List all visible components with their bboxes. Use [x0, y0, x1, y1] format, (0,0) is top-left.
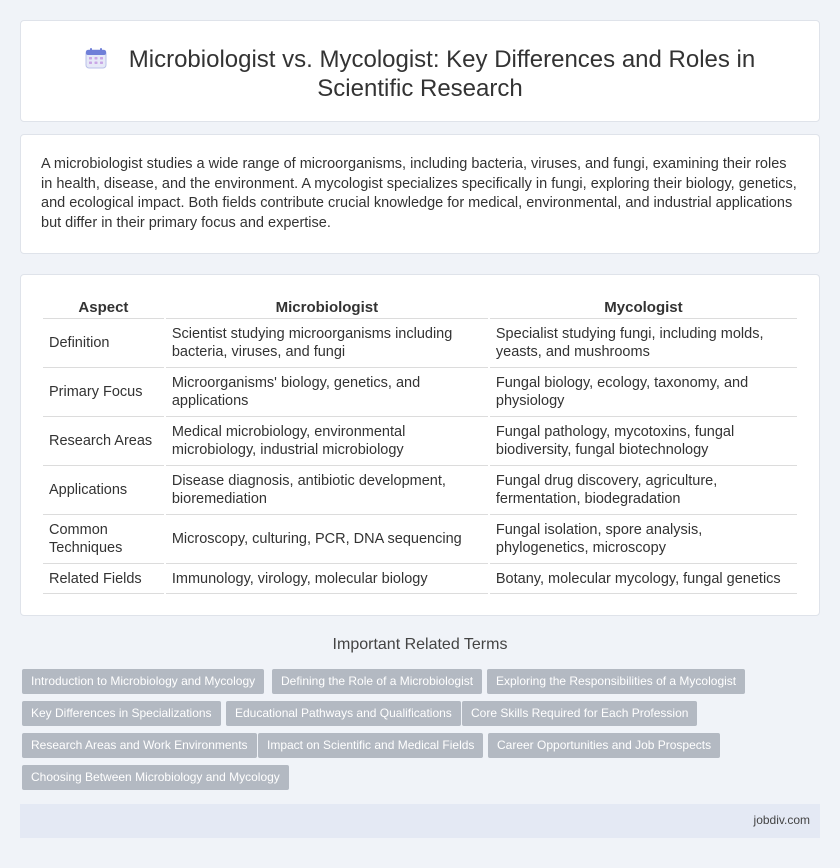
related-term-tag[interactable]: Research Areas and Work Environments [22, 733, 257, 758]
row-microbiologist: Microscopy, culturing, PCR, DNA sequencing [166, 515, 488, 564]
related-term-tag[interactable]: Key Differences in Specializations [22, 701, 221, 726]
row-aspect: Common Techniques [43, 515, 164, 564]
footer [20, 804, 820, 838]
table-header-row [43, 295, 797, 319]
row-mycologist: Specialist studying fungi, including molds, yeasts, and mushrooms [490, 319, 797, 368]
table-row [43, 564, 797, 594]
row-mycologist: Fungal biology, ecology, taxonomy, and physiology [490, 368, 797, 417]
row-microbiologist: Scientist studying microorganisms including bacteria, viruses, and fungi [166, 319, 488, 368]
page-title [81, 45, 759, 103]
intro-card [20, 134, 820, 254]
row-microbiologist: Medical microbiology, environmental microbiology, industrial microbiology [166, 417, 488, 466]
row-microbiologist: Disease diagnosis, antibiotic development, bioremediation [166, 466, 488, 515]
title-line-2: Scientific Research [317, 75, 523, 102]
related-term-tag[interactable]: Impact on Scientific and Medical Fields [258, 733, 483, 758]
header-mycologist: Mycologist [490, 295, 797, 319]
related-terms-title: Important Related Terms [332, 636, 508, 653]
row-microbiologist: Microorganisms' biology, genetics, and applications [166, 368, 488, 417]
header-aspect: Aspect [43, 295, 164, 319]
related-term-tag[interactable]: Introduction to Microbiology and Mycology [22, 669, 264, 694]
row-aspect: Definition [43, 319, 164, 368]
related-term-tag[interactable]: Exploring the Responsibilities of a Mycologist [487, 669, 745, 694]
row-mycologist: Fungal pathology, mycotoxins, fungal biodiversity, fungal biotechnology [490, 417, 797, 466]
related-term-tag[interactable]: Choosing Between Microbiology and Mycology [22, 765, 289, 790]
row-microbiologist: Immunology, virology, molecular biology [166, 564, 488, 594]
table-row [43, 368, 797, 417]
header-microbiologist: Microbiologist [166, 295, 488, 319]
intro-text: A microbiologist studies a wide range of microorganisms, including bacteria, viruses, and fungi, examining their roles in health, disease, and the environment. A mycologist specializes specifically in fungi, exploring their biology, genetics, and ecological impact. Both fields contribute crucial knowledge for medical, environmental, and industrial applications but differ in their primary focus and expertise. [41, 156, 797, 231]
row-mycologist: Fungal drug discovery, agriculture, fermentation, biodegradation [490, 466, 797, 515]
comparison-card [20, 274, 820, 616]
row-mycologist: Fungal isolation, spore analysis, phylogenetics, microscopy [490, 515, 797, 564]
table-row [43, 515, 797, 564]
footer-site-link[interactable]: jobdiv.com [753, 813, 810, 827]
related-term-tag[interactable]: Defining the Role of a Microbiologist [272, 669, 482, 694]
row-aspect: Related Fields [43, 564, 164, 594]
row-aspect: Primary Focus [43, 368, 164, 417]
related-term-tag[interactable]: Career Opportunities and Job Prospects [488, 733, 720, 758]
calendar-icon [85, 47, 107, 69]
table-row [43, 417, 797, 466]
table-row [43, 319, 797, 368]
table-row [43, 466, 797, 515]
related-term-tag[interactable]: Educational Pathways and Qualifications [226, 701, 461, 726]
row-aspect: Research Areas [43, 417, 164, 466]
row-mycologist: Botany, molecular mycology, fungal genetics [490, 564, 797, 594]
row-aspect: Applications [43, 466, 164, 515]
title-line-1: Microbiologist vs. Mycologist: Key Differences and Roles in [128, 46, 756, 73]
related-term-tag[interactable]: Core Skills Required for Each Profession [462, 701, 697, 726]
comparison-table [41, 295, 799, 594]
header-card [20, 20, 820, 122]
